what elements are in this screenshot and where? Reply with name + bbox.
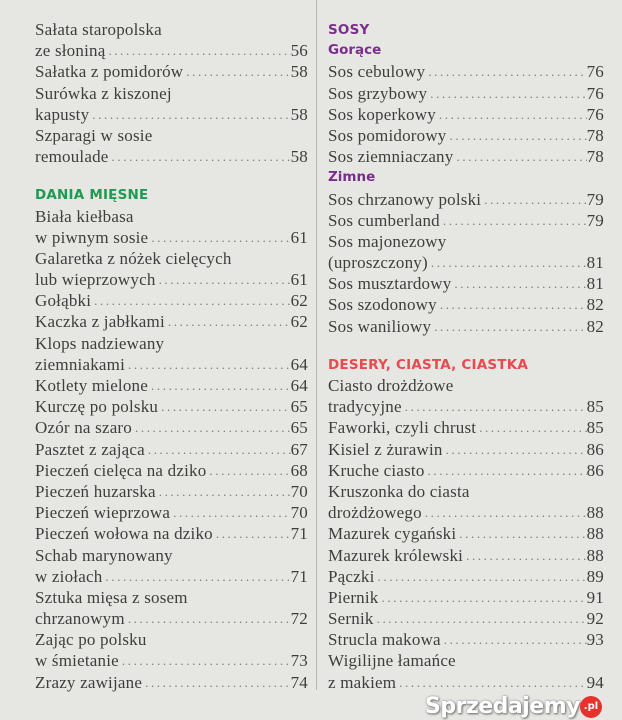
index-entry	[35, 311, 308, 332]
entry-title: Kotlety mielone	[35, 376, 149, 395]
index-column-right	[328, 19, 604, 693]
dot-leader	[183, 61, 290, 82]
index-entry	[328, 650, 604, 692]
entry-line	[35, 248, 308, 269]
entry-title: Pieczeń wieprzowa	[35, 503, 171, 523]
index-entry	[35, 83, 308, 125]
entry-line	[35, 481, 308, 502]
index-entry	[328, 545, 604, 566]
entry-title: Sos ziemniaczany	[328, 147, 454, 167]
entry-title: drożdżowego	[328, 503, 422, 523]
index-entry	[328, 629, 604, 650]
entry-line	[328, 439, 604, 460]
index-entry	[328, 481, 604, 523]
index-entry	[328, 210, 604, 231]
index-entry	[35, 248, 308, 290]
dot-leader	[105, 40, 290, 61]
index-entry	[328, 316, 604, 337]
entry-title: Kaczka z jabłkami	[35, 312, 165, 332]
entry-line	[35, 146, 308, 167]
entry-line	[35, 61, 308, 82]
dot-leader	[379, 587, 587, 608]
page-number: 65	[290, 397, 308, 417]
index-entry	[328, 125, 604, 146]
entry-title: Sos koperkowy	[328, 104, 436, 124]
page-number: 85	[586, 397, 604, 417]
dot-leader	[165, 311, 291, 332]
entry-title: Schab marynowany	[35, 545, 173, 565]
page-number: 58	[290, 104, 308, 124]
dot-leader	[476, 417, 586, 438]
watermark-logo: Sprzedajemy	[425, 694, 580, 719]
entry-line	[35, 40, 308, 61]
index-entry	[328, 189, 604, 210]
page-number: 65	[290, 418, 308, 438]
entry-title: Pieczeń wołowa na dziko	[35, 524, 213, 544]
dot-leader	[436, 104, 587, 125]
section-heading: DESERY, CIASTA, CIASTKA	[328, 356, 529, 373]
entry-line	[328, 104, 604, 125]
page-number: 82	[586, 295, 604, 315]
dot-leader	[148, 375, 291, 396]
entry-line	[328, 83, 604, 104]
index-entry	[35, 125, 308, 167]
entry-line	[328, 396, 604, 417]
dot-leader	[125, 608, 291, 629]
page-number: 72	[290, 609, 308, 629]
entry-line	[328, 252, 604, 273]
dot-leader	[170, 502, 291, 523]
subsection-heading: Gorące	[328, 42, 382, 59]
entry-title: Wigilijne łamańce	[328, 651, 456, 671]
page-number: 88	[586, 545, 604, 565]
entry-line	[35, 417, 308, 438]
dot-leader	[132, 417, 291, 438]
index-entry	[35, 523, 308, 544]
index-entry	[328, 460, 604, 481]
page-number: 58	[290, 62, 308, 82]
entry-line	[35, 460, 308, 481]
index-entry	[328, 523, 604, 544]
entry-line	[328, 316, 604, 337]
entry-line	[35, 19, 308, 40]
entry-line	[35, 545, 308, 566]
dot-leader	[440, 210, 587, 231]
entry-title: (uproszczony)	[328, 253, 428, 273]
page-number: 81	[586, 274, 604, 294]
index-entry	[328, 375, 604, 417]
index-entry	[35, 375, 308, 396]
entry-title: Sernik	[328, 609, 374, 629]
index-entry	[328, 104, 604, 125]
entry-line	[328, 523, 604, 544]
dot-leader	[109, 146, 291, 167]
entry-title: Zrazy zawijane	[35, 672, 143, 692]
page-number: 85	[586, 418, 604, 438]
entry-title: Sos cebulowy	[328, 62, 426, 82]
page-number: 81	[586, 253, 604, 273]
index-entry	[35, 545, 308, 587]
index-entry	[35, 333, 308, 375]
entry-line	[35, 104, 308, 125]
section-heading: SOSY	[328, 22, 370, 38]
page-number: 89	[586, 566, 604, 586]
page-number: 62	[290, 312, 308, 332]
section-gap	[328, 337, 604, 354]
page-number: 71	[290, 524, 308, 544]
page-number: 79	[586, 210, 604, 230]
entry-title: Sos grzybowy	[328, 83, 428, 103]
entry-line	[328, 273, 604, 294]
entry-title: Mazurek królewski	[328, 545, 464, 565]
page-number: 94	[586, 672, 604, 692]
dot-leader	[145, 439, 291, 460]
entry-line	[35, 566, 308, 587]
entry-title: Kruszonka do ciasta	[328, 481, 470, 501]
entry-title: remoulade	[35, 147, 109, 167]
page-number: 79	[586, 189, 604, 209]
dot-leader	[481, 189, 586, 210]
index-entry	[35, 290, 308, 311]
entry-line	[35, 650, 308, 671]
page-number: 67	[290, 439, 308, 459]
entry-title: chrzanowym	[35, 609, 125, 629]
index-entry	[328, 294, 604, 315]
dot-leader	[375, 566, 587, 587]
entry-title: Sos chrzanowy polski	[328, 189, 482, 209]
page-number: 73	[290, 651, 308, 671]
entry-line	[328, 608, 604, 629]
entry-title: Sztuka mięsa z sosem	[35, 587, 188, 607]
page-number: 76	[586, 83, 604, 103]
entry-title: Sos musztardowy	[328, 274, 452, 294]
index-entry	[328, 83, 604, 104]
index-entry	[35, 19, 308, 61]
page-number: 64	[290, 354, 308, 374]
entry-line	[35, 83, 308, 104]
entry-title: Pieczeń cielęca na dziko	[35, 460, 207, 480]
entry-line	[35, 523, 308, 544]
entry-line	[328, 460, 604, 481]
dot-leader	[453, 146, 586, 167]
index-entry	[328, 146, 604, 167]
page-number: 58	[290, 147, 308, 167]
entry-line	[328, 125, 604, 146]
entry-line	[35, 439, 308, 460]
index-entry	[35, 61, 308, 82]
index-entry	[35, 502, 308, 523]
index-entry	[328, 566, 604, 587]
dot-leader	[402, 396, 587, 417]
entry-line	[328, 417, 604, 438]
entry-line	[328, 481, 604, 502]
entry-line	[328, 650, 604, 671]
index-entry	[328, 439, 604, 460]
dot-leader	[463, 545, 586, 566]
dot-leader	[374, 608, 587, 629]
entry-line	[35, 608, 308, 629]
entry-line	[35, 587, 308, 608]
index-entry	[35, 206, 308, 248]
page-number: 62	[290, 291, 308, 311]
index-entry	[35, 417, 308, 438]
entry-title: Galaretka z nóżek cielęcych	[35, 248, 232, 268]
dot-leader	[425, 460, 587, 481]
page-number: 56	[290, 41, 308, 61]
page-number: 74	[290, 672, 308, 692]
entry-title: Ozór na szaro	[35, 418, 132, 438]
page-number: 76	[586, 104, 604, 124]
entry-title: Ciasto drożdżowe	[328, 376, 454, 395]
entry-title: Kisiel z żurawin	[328, 439, 443, 459]
entry-title: Sos szodonowy	[328, 295, 437, 315]
index-entry	[328, 587, 604, 608]
section-gap	[35, 167, 308, 184]
dot-leader	[142, 672, 291, 693]
entry-line	[328, 61, 604, 82]
page-number: 91	[586, 587, 604, 607]
entry-line	[35, 629, 308, 650]
page-number: 93	[586, 630, 604, 650]
index-column-left	[35, 19, 308, 693]
entry-title: ziemniakami	[35, 354, 125, 374]
entry-line	[328, 566, 604, 587]
dot-leader	[119, 650, 291, 671]
dot-leader	[102, 566, 290, 587]
entry-line	[328, 545, 604, 566]
entry-title: ze słoniną	[35, 41, 106, 61]
entry-line	[35, 227, 308, 248]
column-divider	[316, 0, 317, 690]
entry-title: Kurczę po polsku	[35, 397, 159, 417]
entry-title: Pieczeń huzarska	[35, 481, 156, 501]
entry-line	[35, 290, 308, 311]
entry-line	[35, 672, 308, 693]
entry-title: Pączki	[328, 566, 375, 586]
entry-title: Sos pomidorowy	[328, 125, 447, 145]
index-entry	[328, 231, 604, 273]
entry-line	[328, 502, 604, 523]
entry-title: Sos cumberland	[328, 210, 440, 230]
page-number: 76	[586, 62, 604, 82]
entry-title: Kruche ciasto	[328, 460, 425, 480]
entry-line	[35, 311, 308, 332]
entry-line	[35, 354, 308, 375]
entry-title: w piwnym sosie	[35, 227, 149, 247]
entry-line	[35, 333, 308, 354]
index-entry	[328, 61, 604, 82]
dot-leader	[91, 290, 290, 311]
dot-leader	[427, 83, 586, 104]
index-entry	[35, 396, 308, 417]
entry-title: Mazurek cygański	[328, 524, 457, 544]
entry-title: Biała kiełbasa	[35, 206, 134, 226]
dot-leader	[125, 354, 291, 375]
entry-title: Sos waniliowy	[328, 316, 432, 336]
index-entry	[35, 460, 308, 481]
entry-title: Sos majonezowy	[328, 231, 447, 251]
entry-line	[35, 206, 308, 227]
entry-title: w ziołach	[35, 566, 103, 586]
entry-line	[328, 189, 604, 210]
entry-line	[35, 269, 308, 290]
entry-line	[328, 294, 604, 315]
dot-leader	[437, 294, 587, 315]
section-heading: DANIA MIĘSNE	[35, 187, 149, 204]
page-number: 86	[586, 439, 604, 459]
entry-line	[35, 125, 308, 146]
dot-leader	[396, 672, 586, 693]
index-entry	[35, 439, 308, 460]
index-entry	[35, 629, 308, 671]
entry-line	[328, 375, 604, 396]
entry-title: Strucla makowa	[328, 630, 441, 650]
entry-line	[35, 502, 308, 523]
page-number: 70	[290, 481, 308, 501]
page-number: 61	[290, 270, 308, 290]
dot-leader	[213, 523, 291, 544]
entry-title: kapusty	[35, 104, 90, 124]
entry-title: Surówka z kiszonej	[35, 83, 172, 103]
index-entry	[35, 672, 308, 693]
page-number: 82	[586, 316, 604, 336]
entry-line	[328, 210, 604, 231]
entry-title: Piernik	[328, 587, 379, 607]
page-number: 64	[290, 376, 308, 395]
entry-title: z makiem	[328, 672, 397, 692]
entry-line	[328, 672, 604, 693]
page-number: 78	[586, 125, 604, 145]
entry-title: Szparagi w sosie	[35, 125, 153, 145]
page-number: 88	[586, 503, 604, 523]
entry-line	[328, 629, 604, 650]
entry-line	[35, 375, 308, 396]
entry-line	[328, 146, 604, 167]
index-entry	[35, 481, 308, 502]
subsection-heading: Zimne	[328, 169, 376, 186]
index-entry	[328, 273, 604, 294]
dot-leader	[156, 269, 291, 290]
watermark-badge: .pl	[580, 696, 602, 718]
page-number: 86	[586, 460, 604, 480]
entry-title: w śmietanie	[35, 651, 119, 671]
dot-leader	[148, 227, 290, 248]
page-number: 78	[586, 147, 604, 167]
page-number: 61	[290, 227, 308, 247]
entry-title: Klops nadziewany	[35, 333, 165, 353]
entry-title: Gołąbki	[35, 291, 92, 311]
entry-title: Sałata staropolska	[35, 20, 162, 39]
entry-title: Faworki, czyli chrust	[328, 418, 477, 438]
dot-leader	[443, 439, 587, 460]
index-entry	[328, 417, 604, 438]
page-number: 70	[290, 503, 308, 523]
dot-leader	[425, 61, 586, 82]
dot-leader	[206, 460, 290, 481]
page-number: 68	[290, 460, 308, 480]
entry-title: Pasztet z zająca	[35, 439, 145, 459]
index-entry	[35, 587, 308, 629]
dot-leader	[422, 502, 587, 523]
dot-leader	[431, 316, 586, 337]
entry-title: Sałatka z pomidorów	[35, 62, 184, 82]
entry-line	[328, 587, 604, 608]
dot-leader	[447, 125, 587, 146]
dot-leader	[441, 629, 587, 650]
dot-leader	[156, 481, 291, 502]
page-number: 88	[586, 524, 604, 544]
index-entry	[328, 608, 604, 629]
dot-leader	[158, 396, 290, 417]
entry-title: lub wieprzowych	[35, 270, 156, 290]
entry-line	[35, 396, 308, 417]
dot-leader	[456, 523, 586, 544]
dot-leader	[451, 273, 586, 294]
entry-title: tradycyjne	[328, 397, 402, 417]
page-number: 92	[586, 609, 604, 629]
dot-leader	[428, 252, 587, 273]
entry-line	[328, 231, 604, 252]
page-number: 71	[290, 566, 308, 586]
dot-leader	[89, 104, 290, 125]
entry-title: Zając po polsku	[35, 630, 147, 650]
